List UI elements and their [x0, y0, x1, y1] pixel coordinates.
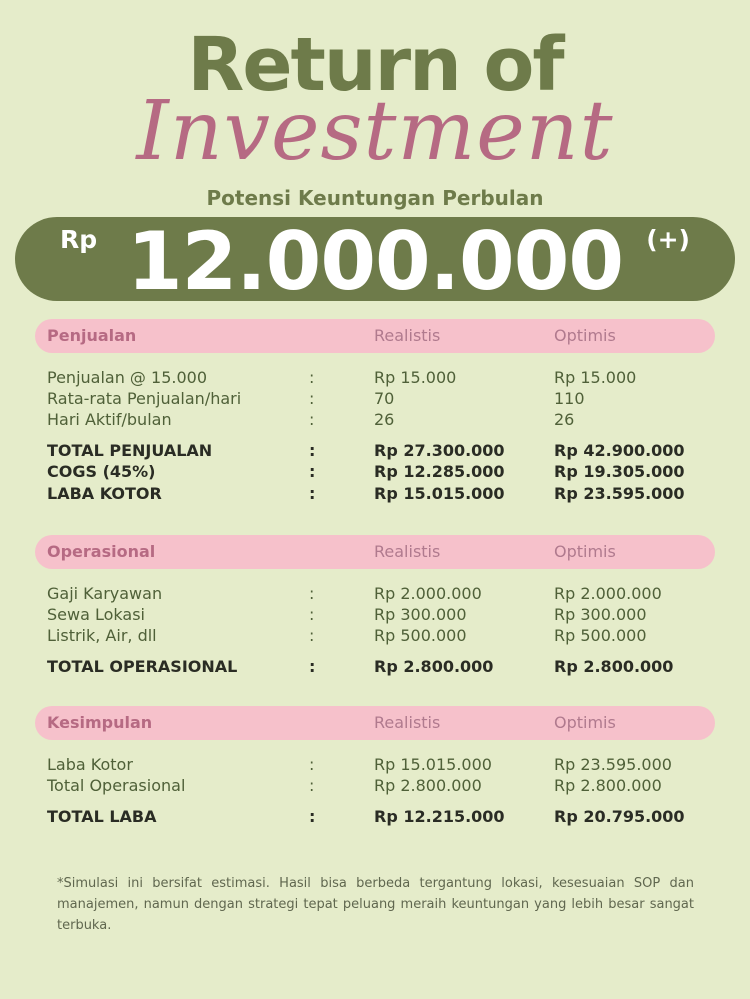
row-label: Sewa Lokasi: [47, 605, 145, 624]
row-colon: :: [309, 462, 316, 481]
value-realistis: Rp 2.800.000: [374, 776, 482, 795]
value-optimis: Rp 42.900.000: [554, 441, 685, 460]
row-colon: :: [309, 605, 315, 624]
value-optimis: Rp 500.000: [554, 626, 647, 645]
table-row: [0, 776, 750, 797]
value-optimis: Rp 2.800.000: [554, 657, 674, 676]
row-colon: :: [309, 484, 316, 503]
row-label: Listrik, Air, dll: [47, 626, 157, 645]
value-realistis: Rp 300.000: [374, 605, 467, 624]
value-realistis: Rp 15.015.000: [374, 755, 492, 774]
total-row: [0, 462, 750, 483]
banner-amount: 12.000.000: [126, 215, 624, 308]
row-label: COGS (45%): [47, 462, 156, 481]
banner-currency: Rp: [60, 225, 98, 254]
total-row: [0, 807, 750, 828]
row-label: Rata-rata Penjualan/hari: [47, 389, 242, 408]
row-colon: :: [309, 755, 315, 774]
row-colon: :: [309, 776, 315, 795]
footnote: *Simulasi ini bersifat estimasi. Hasil bisa berbeda tergantung lokasi, kesesuaian SOP dan manajemen, namun dengan strategi tepat peluang meraih keuntungan yang lebih besar sangat terbuka.: [57, 876, 694, 933]
total-row: [0, 484, 750, 505]
row-colon: :: [309, 441, 316, 460]
title-investment: Investment: [136, 84, 614, 179]
value-realistis: 26: [374, 410, 395, 429]
value-realistis: Rp 2.800.000: [374, 657, 494, 676]
value-realistis: Rp 500.000: [374, 626, 467, 645]
value-optimis: Rp 23.595.000: [554, 755, 672, 774]
column-optimis: Optimis: [554, 326, 616, 345]
value-realistis: Rp 12.215.000: [374, 807, 505, 826]
row-colon: :: [309, 584, 315, 603]
row-label: LABA KOTOR: [47, 484, 162, 503]
section-header-kesimpulan: [35, 706, 715, 740]
row-label: TOTAL PENJUALAN: [47, 441, 213, 460]
value-realistis: 70: [374, 389, 395, 408]
row-label: Hari Aktif/bulan: [47, 410, 172, 429]
table-row: [0, 626, 750, 647]
value-realistis: Rp 2.000.000: [374, 584, 482, 603]
subtitle: Potensi Keuntungan Perbulan: [206, 186, 544, 210]
column-optimis: Optimis: [554, 542, 616, 561]
profit-banner: [15, 215, 735, 308]
value-optimis: Rp 2.000.000: [554, 584, 662, 603]
row-colon: :: [309, 368, 315, 387]
section-label: Kesimpulan: [47, 713, 153, 732]
section-header-operasional: [35, 535, 715, 569]
value-optimis: 26: [554, 410, 575, 429]
row-label: Laba Kotor: [47, 755, 133, 774]
value-optimis: Rp 300.000: [554, 605, 647, 624]
row-colon: :: [309, 626, 315, 645]
table-row: [0, 584, 750, 605]
value-realistis: Rp 27.300.000: [374, 441, 505, 460]
row-colon: :: [309, 807, 316, 826]
section-label: Operasional: [47, 542, 156, 561]
section-header-penjualan: [35, 319, 715, 353]
row-label: TOTAL OPERASIONAL: [47, 657, 238, 676]
table-row: [0, 389, 750, 410]
row-label: Penjualan @ 15.000: [47, 368, 207, 387]
section-label: Penjualan: [47, 326, 137, 345]
total-row: [0, 657, 750, 678]
row-label: TOTAL LABA: [47, 807, 157, 826]
table-row: [0, 368, 750, 389]
column-realistis: Realistis: [374, 542, 441, 561]
title-return-of: Return of: [187, 22, 563, 108]
value-optimis: Rp 15.000: [554, 368, 637, 387]
row-colon: :: [309, 410, 315, 429]
value-realistis: Rp 15.015.000: [374, 484, 505, 503]
column-realistis: Realistis: [374, 713, 441, 732]
value-optimis: 110: [554, 389, 585, 408]
table-row: [0, 605, 750, 626]
row-colon: :: [309, 657, 316, 676]
row-label: Total Operasional: [47, 776, 186, 795]
banner-suffix: (+): [646, 225, 690, 254]
value-optimis: Rp 20.795.000: [554, 807, 685, 826]
row-colon: :: [309, 389, 315, 408]
value-optimis: Rp 23.595.000: [554, 484, 685, 503]
table-row: [0, 410, 750, 431]
table-row: [0, 755, 750, 776]
value-realistis: Rp 15.000: [374, 368, 457, 387]
column-realistis: Realistis: [374, 326, 441, 345]
row-label: Gaji Karyawan: [47, 584, 163, 603]
value-optimis: Rp 2.800.000: [554, 776, 662, 795]
value-realistis: Rp 12.285.000: [374, 462, 505, 481]
value-optimis: Rp 19.305.000: [554, 462, 685, 481]
column-optimis: Optimis: [554, 713, 616, 732]
total-row: [0, 441, 750, 462]
